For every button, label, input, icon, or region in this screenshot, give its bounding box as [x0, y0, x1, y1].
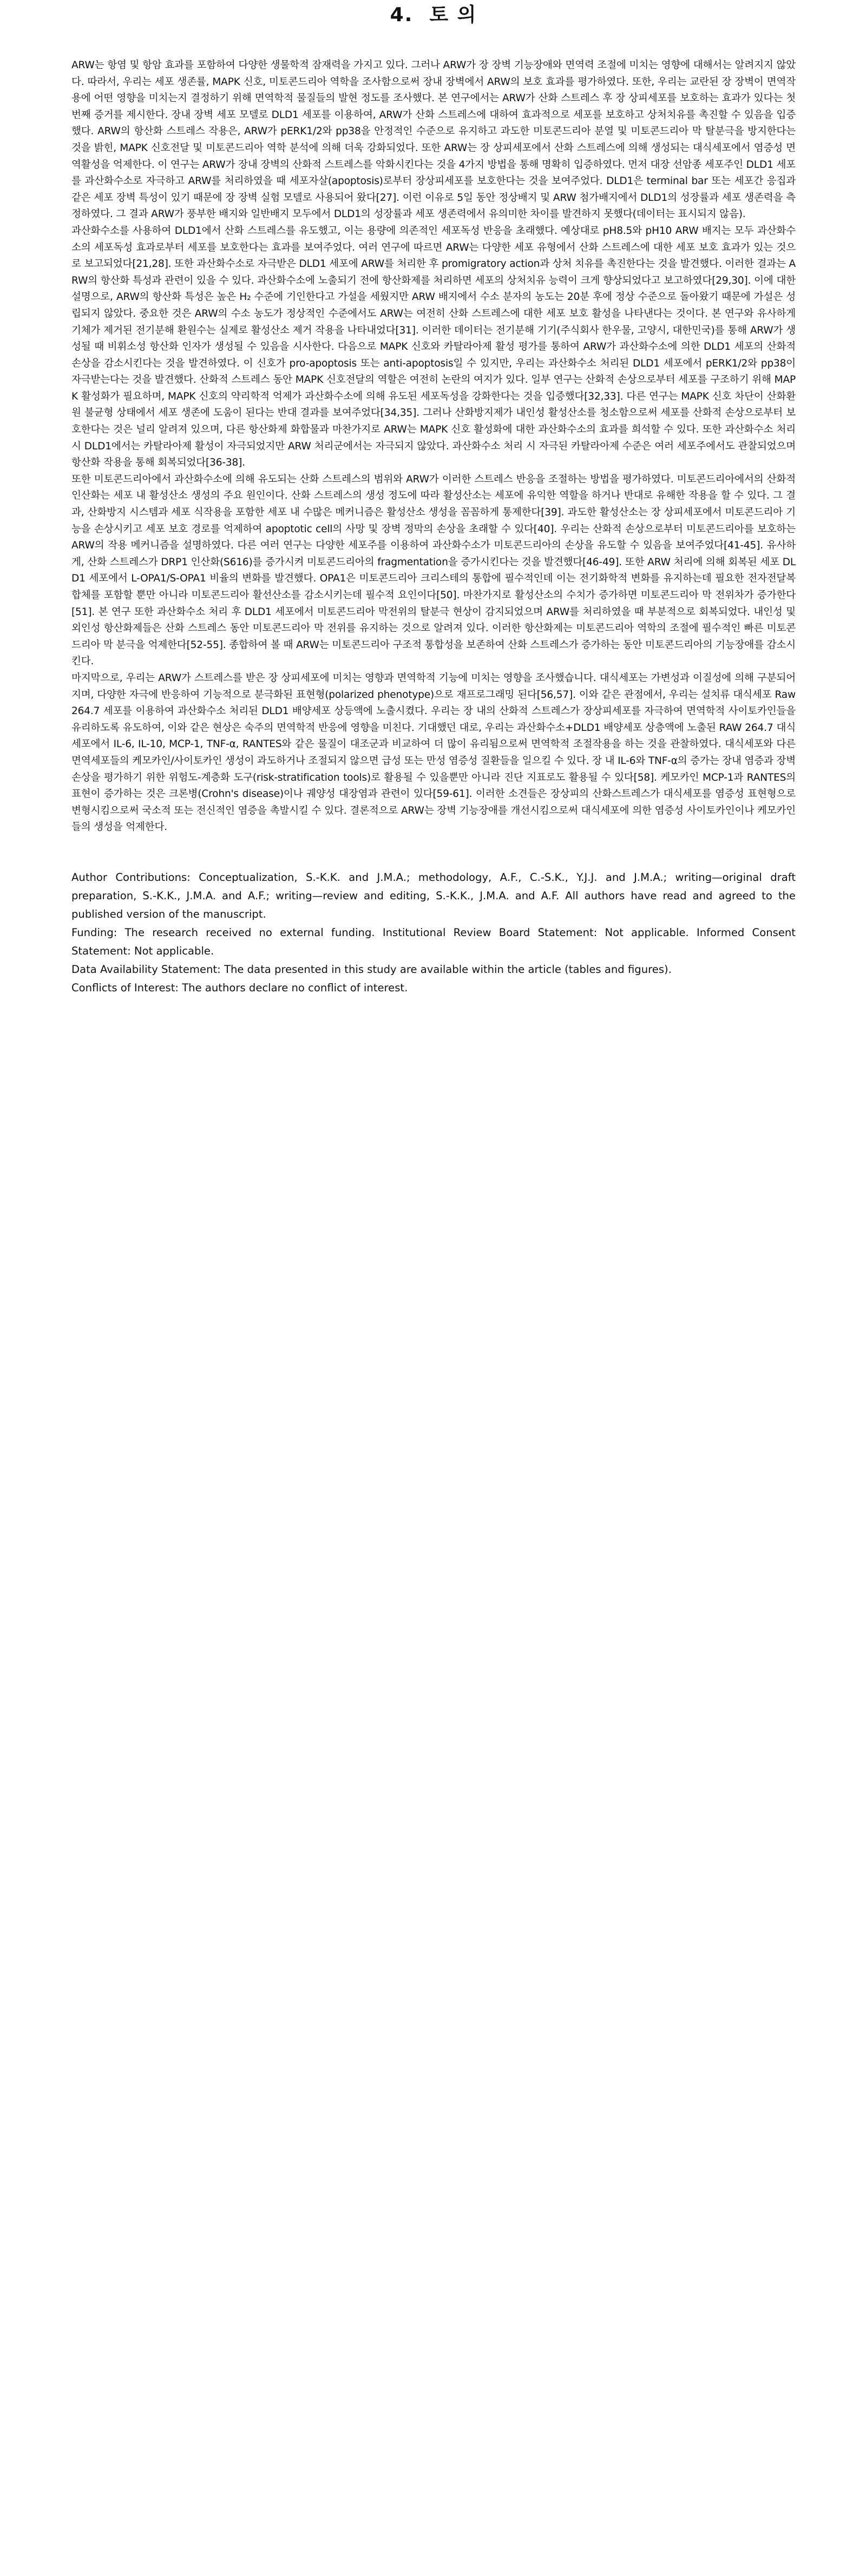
- conflicts-of-interest: Conflicts of Interest: The authors declare no conflict of interest.: [71, 981, 408, 994]
- author-contributions: Author Contributions: Conceptualization, S.-K.K. and J.M.A.; methodology, A.F., C.-S.K., Y.J.J. and J.M.A.; writing—original draft preparation, S.-K.K., J.M.A. and A.F.; writing—review and editing, S.-K.K., J.M.A. and A.F. All authors have read and agreed to the published version of the manuscript.: [71, 871, 796, 920]
- back-matter: [71, 868, 796, 997]
- discussion-body: [71, 57, 796, 836]
- data-availability: Data Availability Statement: The data presented in this study are available within the article (tables and figures).: [71, 963, 672, 976]
- paragraph-4: 마지막으로, 우리는 ARW가 스트레스를 받은 장 상피세포에 미치는 영향과 면역학적 기능에 미치는 영향을 조사했습니다. 대식세포는 가변성과 이질성에 의해 구분되어지며, 다양한 자극에 반응하여 기능적으로 분극화된 표현형(polarized phenotype)으로 재프로그래밍 된다[56,57]. 이와 같은 관점에서, 우리는 설치류 대식세포 Raw 264.7 세포를 이용하여 과산화수소 처리된 DLD1 배양세포 상등액에 노출시켰다. 우리는 장 내의 산화적 스트레스가 장상피세포를 자극하여 면역학적 사이토카인들을 유리하도록 유도하여, 이와 같은 현상은 숙주의 면역학적 반응에 영향을 미친다. 기대했던 대로, 우리는 과산화수소+DLD1 배양세포 상층액에 노출된 RAW 264.7 대식세포에서 IL-6, IL-10, MCP-1, TNF-α, RANTES와 같은 물질이 대조군과 비교하여 더 많이 유리됨으로써 면역학적 조절작용을 하는 것을 관찰하였다. 대식세포와 다른 면역세포들의 케모카인/사이토카인 생성이 과도하거나 조절되지 않으면 급성 또는 만성 염증성 질환들을 일으킬 수 있다. 장 내 IL-6와 TNF-α의 증가는 장내 염증과 장벽손상을 평가하기 위한 위험도-계층화 도구(risk-stratification tools)로 활용될 수 있을뿐만 아니라 진단 지표로도 활용될 수 있다[58]. 케모카인 MCP-1과 RANTES의 표현이 증가하는 것은 크론병(Crohn's disease)이나 궤양성 대장염과 관련이 있다[59-61]. 이러한 소견들은 장상피의 산화스트레스가 대식세포를 염증성 표현형으로 변형시킴으로써 국소적 또는 전신적인 염증을 촉발시킬 수 있다. 결론적으로 ARW는 장벽 기능장애를 개선시킴으로써 대식세포에 의한 염증성 사이토카인이나 케모카인들의 생성을 억제한다.: [71, 672, 796, 833]
- paragraph-1: ARW는 항염 및 항암 효과를 포함하여 다양한 생물학적 잠재력을 가지고 있다. 그러나 ARW가 장 장벽 기능장애와 면역력 조절에 미치는 영향에 대해서는 알려지지 않았다. 따라서, 우리는 세포 생존률, MAPK 신호, 미토콘드리아 역학을 조사함으로써 장내 장벽에서 ARW의 보호 효과를 평가하였다. 또한, 우리는 교란된 장 장벽이 면역작용에 어떤 영향을 미치는지 결정하기 위해 면역학적 물질들의 발현 정도를 조사했다. 본 연구에서는 ARW가 산화 스트레스 후 장 상피세포를 보호하는 효과가 있다는 첫번째 증거를 제시한다. 장내 장벽 세포 모델로 DLD1 세포를 이용하여, ARW가 산화 스트레스에 대하여 효과적으로 세포를 보호하고 상처치유를 촉진할 수 있음을 입증했다. ARW의 항산화 스트레스 작용은, ARW가 pERK1/2와 pp38을 안정적인 수준으로 유지하고 과도한 미토콘드리아 분열 및 미토콘드리아 막 탈분극을 방지한다는 것을 밝힌, MAPK 신호전달 및 미토콘드리아 역학 분석에 의해 더욱 강화되었다. 또한 ARW는 장 상피세포에서 산화 스트레스에 의해 생성되는 대식세포에서 염증성 면역활성을 억제한다. 이 연구는 ARW가 장내 장벽의 산화적 스트레스를 악화시킨다는 것을 4가지 방법을 통해 명확히 입증하였다. 먼저 대장 선암종 세포주인 DLD1 세포를 과산화수소로 자극하고 ARW를 처리하였을 때 세포자살(apoptosis)로부터 장상피세포를 보호한다는 것을 보여주었다. DLD1은 terminal bar 또는 세포간 응집과 같은 세포 장벽 특성이 있기 때문에 장 장벽 실험 모델로 사용되어 왔다[27]. 이런 이유로 5일 동안 정상배지 및 ARW 첨가배지에서 DLD1의 성장률과 세포 생존력을 측정하였다. 그 결과 ARW가 풍부한 배지와 일반배지 모두에서 DLD1의 성장률과 세포 생존력에서 유의미한 차이를 발견하지 못했다(데이터는 표시되지 않음).: [71, 60, 796, 220]
- section-title: 토 의: [429, 4, 477, 26]
- section-number: 4.: [390, 4, 414, 26]
- paragraph-2: 과산화수소를 사용하여 DLD1에서 산화 스트레스를 유도했고, 이는 용량에 의존적인 세포독성 반응을 초래했다. 예상대로 pH8.5와 pH10 ARW 배지는 모두 과산화수소의 세포독성 효과로부터 세포를 보호한다는 효과를 보여주었다. 여러 연구에 따르면 ARW는 다양한 세포 유형에서 산화 스트레스에 대한 세포 보호 효과가 있는 것으로 보고되었다[21,28]. 또한 과산화수소로 자극받은 DLD1 세포에 ARW를 처리한 후 promigratory action과 상처 치유를 촉진한다는 것을 발견했다. 이러한 결과는 ARW의 항산화 특성과 관련이 있을 수 있다. 과산화수소에 노출되기 전에 항산화제를 처리하면 세포의 상처치유 능력이 크게 향상되었다고 보고하였다[29,30]. 이에 대한 설명으로, ARW의 항산화 특성은 높은 H₂ 수준에 기인한다고 가설을 세웠지만 ARW 배지에서 수소 분자의 농도는 20분 후에 정상 수준으로 돌아왔기 때문에 가설은 성립되지 않았다. 중요한 것은 ARW의 수소 농도가 정상적인 수준에서도 ARW는 여전히 산화 스트레스에 대한 세포 보호 활성을 나타낸다는 것이다. 본 연구와 유사하게 기체가 제거된 전기분해 환원수는 실제로 활성산소 제거 작용을 나타내었다[31]. 이러한 데이터는 전기분해 기기(주식회사 한우물, 고양시, 대한민국)를 통해 ARW가 생성될 때 비휘소성 항산화 인자가 생성될 수 있음을 시사한다. 다음으로 MAPK 신호와 카탈라아제 활성 평가를 통하여 ARW가 과산화수소에 의한 DLD1 세포의 산화적 손상을 감소시킨다는 것을 발견하였다. 이 신호가 pro-apoptosis 또는 anti-apoptosis일 수 있지만, 우리는 과산화수소 처리된 DLD1 세포에서 pERK1/2와 pp38이 자극받는다는 것을 발견했다. 산화적 스트레스 동안 MAPK 신호전달의 역할은 여전히 논란의 여지가 있다. 일부 연구는 산화적 손상으로부터 세포를 구조하기 위해 MAPK 활성화가 필요하며, MAPK 신호의 약리학적 억제가 과산화수소에 의해 유도된 세포독성을 강화한다는 것을 입증했다[32,33]. 다른 연구는 MAPK 신호 차단이 산화환원 불균형 상태에서 세포 생존에 도움이 된다는 반대 결과를 보여주었다[34,35]. 그러나 산화방지제가 내인성 활성산소를 청소함으로써 세포를 산화적 손상으로부터 보호한다는 것은 널리 알려져 있으며, 다른 항산화제 화합물과 마찬가지로 ARW는 MAPK 신호 활성화에 대한 과산화수소의 효과를 희석할 수 있다. 또한 과산화수소 처리 시 DLD1에서는 카탈라아제 활성이 자극되었지만 ARW 처리군에서는 자극되지 않았다. 과산화수소 처리 시 자극된 카탈라아제 수준은 여러 세포주에서도 관찰되었으며 항산화 작용을 통해 회복되었다[36-38].: [71, 225, 796, 469]
- paragraph-3: 또한 미토콘드리아에서 과산화수소에 의해 유도되는 산화 스트레스의 범위와 ARW가 이러한 스트레스 반응을 조절하는 방법을 평가하였다. 미토콘드리아에서의 산화적 인산화는 세포 내 활성산소 생성의 주요 원인이다. 산화 스트레스의 생성 정도에 따라 활성산소는 세포에 유익한 역할을 하거나 반대로 유해한 작용을 할 수 있다. 그 결과, 산화방지 시스템과 세포 식작용을 포함한 세포 내 수많은 메커니즘은 활성산소 생성을 꼼꼼하게 통제한다[39]. 과도한 활성산소는 장 상피세포에서 미토콘드리아 기능을 손상시키고 세포 보호 경로를 억제하여 apoptotic cell의 사망 및 장벽 정막의 손상을 초래할 수 있다[40]. 우리는 산화적 손상으로부터 미토콘드리아를 보호하는 ARW의 작용 메커니즘을 설명하였다. 다른 여러 연구는 다양한 세포주를 이용하여 과산화수소가 미토콘드리아의 손상을 유도할 수 있음을 보여주었다[41-45]. 유사하게, 산화 스트레스가 DRP1 인산화(S616)를 증가시켜 미토콘드리아의 fragmentation을 증가시킨다는 것을 발견했다[46-49]. 또한 ARW 처리에 의해 회복된 세포 DLD1 세포에서 L-OPA1/S-OPA1 비율의 변화를 발견했다. OPA1은 미토콘드리아 크리스테의 통합에 필수적인데 이는 전기화학적 변화를 유지하는데 필요한 전자전달복합체를 포함할 뿐만 아니라 미토콘드리아 활선산소를 감소시키는데 필수적 요인이다[50]. 마찬가지로 활성산소의 수치가 증가하면 미토콘드리아 막 전위차가 증가한다[51]. 본 연구 또한 과산화수소 처리 후 DLD1 세포에서 미토콘드리아 막전위의 탈분극 현상이 감지되었으며 ARW를 처리하였을 때 부분적으로 회복되었다. 내인성 및 외인성 항산화제들은 산화 스트레스 동안 미토콘드리아 막 전위를 유지하는 것으로 알려져 있다. 이러한 항산화제는 미토콘드리아 역학의 조절에 필수적인 빠른 미토콘드리아 막 분극을 억제한다[52-55]. 종합하여 볼 때 ARW는 미토콘드리아 구조적 통합성을 보존하여 산화 스트레스가 증가하는 동안 미토콘드리아의 기능장애를 감소시킨다.: [71, 473, 796, 668]
- funding-statement: Funding: The research received no external funding. Institutional Review Board Statement: Not applicable. Informed Consent Statement: Not applicable.: [71, 926, 796, 957]
- section-heading: [71, 0, 796, 37]
